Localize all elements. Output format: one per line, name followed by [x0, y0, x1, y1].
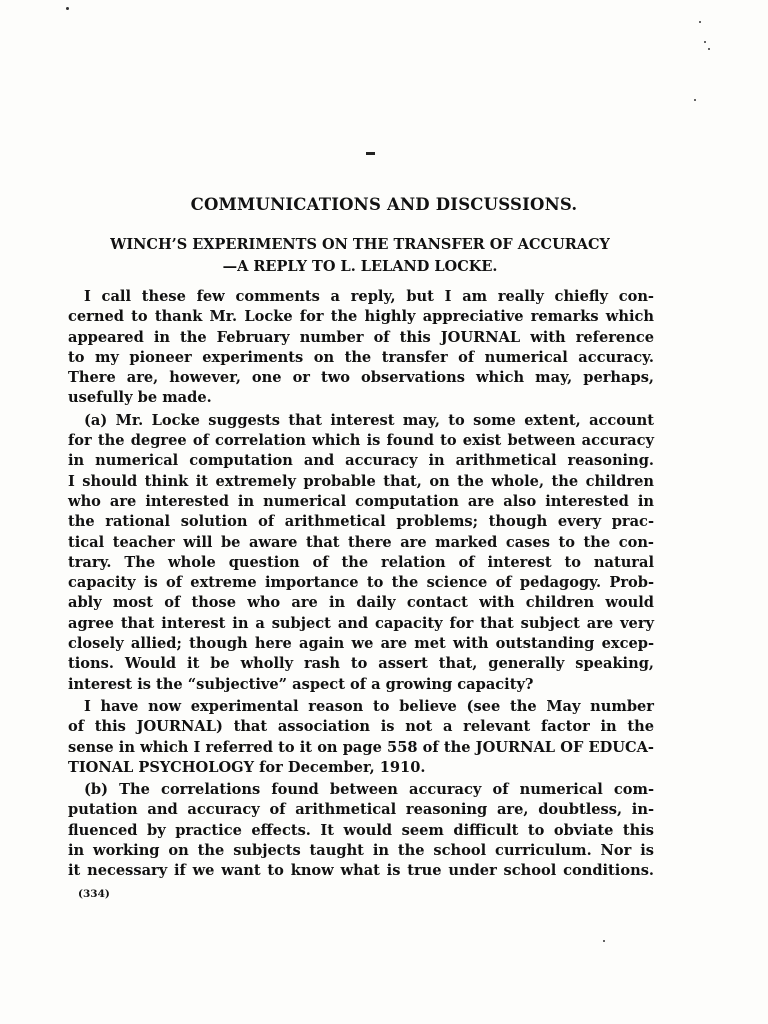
text-line: I call these few comments a reply, but I am really chiefly con- [84, 288, 654, 305]
text-line: ably most of those who are in daily contact with children would [68, 594, 654, 612]
text-line: appeared in the February number of this JOURNAL with reference [68, 328, 654, 346]
scan-dash-mark [366, 152, 375, 155]
section-heading: COMMUNICATIONS AND DISCUSSIONS. [190, 195, 578, 214]
article-title-line: —A REPLY TO L. LELAND LOCKE. [222, 258, 498, 275]
text-line: the rational solution of arithmetical problems; though every prac- [68, 513, 654, 531]
scan-speck [699, 21, 701, 23]
page-number: (334) [78, 888, 110, 900]
text-line: I should think it extremely probable that, on the whole, the children [68, 472, 654, 490]
text-line: sense in which I referred to it on page 558 of the JOURNAL OF EDUCA- [68, 738, 654, 756]
text-line: closely allied; though here again we are met with outstanding excep- [68, 635, 654, 653]
article-title [60, 234, 660, 278]
text-line: to my pioneer experiments on the transfer of numerical accuracy. [68, 348, 654, 366]
text-line: TIONAL PSYCHOLOGY for December, 1910. [68, 758, 426, 776]
paragraph [68, 287, 654, 409]
text-line: fluenced by practice effects. It would seem difficult to obviate this [68, 821, 654, 839]
text-line: for the degree of correlation which is found to exist between accuracy [68, 432, 654, 450]
text-line: (a) Mr. Locke suggests that interest may, to some extent, account [84, 411, 654, 429]
text-line: There are, however, one or two observations which may, perhaps, [68, 369, 654, 387]
text-line: tions. Would it be wholly rash to assert that, generally speaking, [68, 655, 654, 673]
scan-speck [66, 7, 69, 10]
text-line: of this JOURNAL) that association is not a relevant factor in the [68, 718, 654, 736]
text-line: (b) The correlations found between accuracy of numerical com- [84, 781, 654, 799]
text-line: agree that interest in a subject and capacity for that subject are very [68, 614, 654, 632]
text-line: tical teacher will be aware that there are marked cases to the con- [68, 533, 654, 551]
article-title-line: WINCH’S EXPERIMENTS ON THE TRANSFER OF ACCURACY [110, 236, 610, 253]
text-line: putation and accuracy of arithmetical reasoning are, doubtless, in- [68, 801, 654, 819]
text-line: capacity is of extreme importance to the science of pedagogy. Prob- [68, 574, 654, 592]
scan-speck [704, 41, 706, 43]
text-line: in numerical computation and accuracy in arithmetical reasoning. [68, 452, 654, 470]
text-line: I have now experimental reason to believe (see the May number [84, 697, 654, 715]
text-line: usefully be made. [68, 389, 212, 407]
scan-speck [603, 940, 605, 942]
text-line: in working on the subjects taught in the school curriculum. Nor is [68, 842, 654, 860]
text-line: trary. The whole question of the relation of interest to natural [68, 553, 654, 571]
text-line: cerned to thank Mr. Locke for the highly appreciative remarks which [68, 308, 654, 326]
scan-speck [694, 99, 696, 101]
paragraph [68, 411, 654, 695]
paragraph [68, 780, 654, 881]
text-line: who are interested in numerical computation are also interested in [68, 492, 654, 510]
text-line: it necessary if we want to know what is true under school conditions. [68, 862, 654, 880]
scan-speck [708, 48, 710, 50]
paragraph [68, 697, 654, 778]
text-line: interest is the “subjective” aspect of a growing capacity? [68, 675, 534, 693]
article-body [68, 287, 654, 882]
